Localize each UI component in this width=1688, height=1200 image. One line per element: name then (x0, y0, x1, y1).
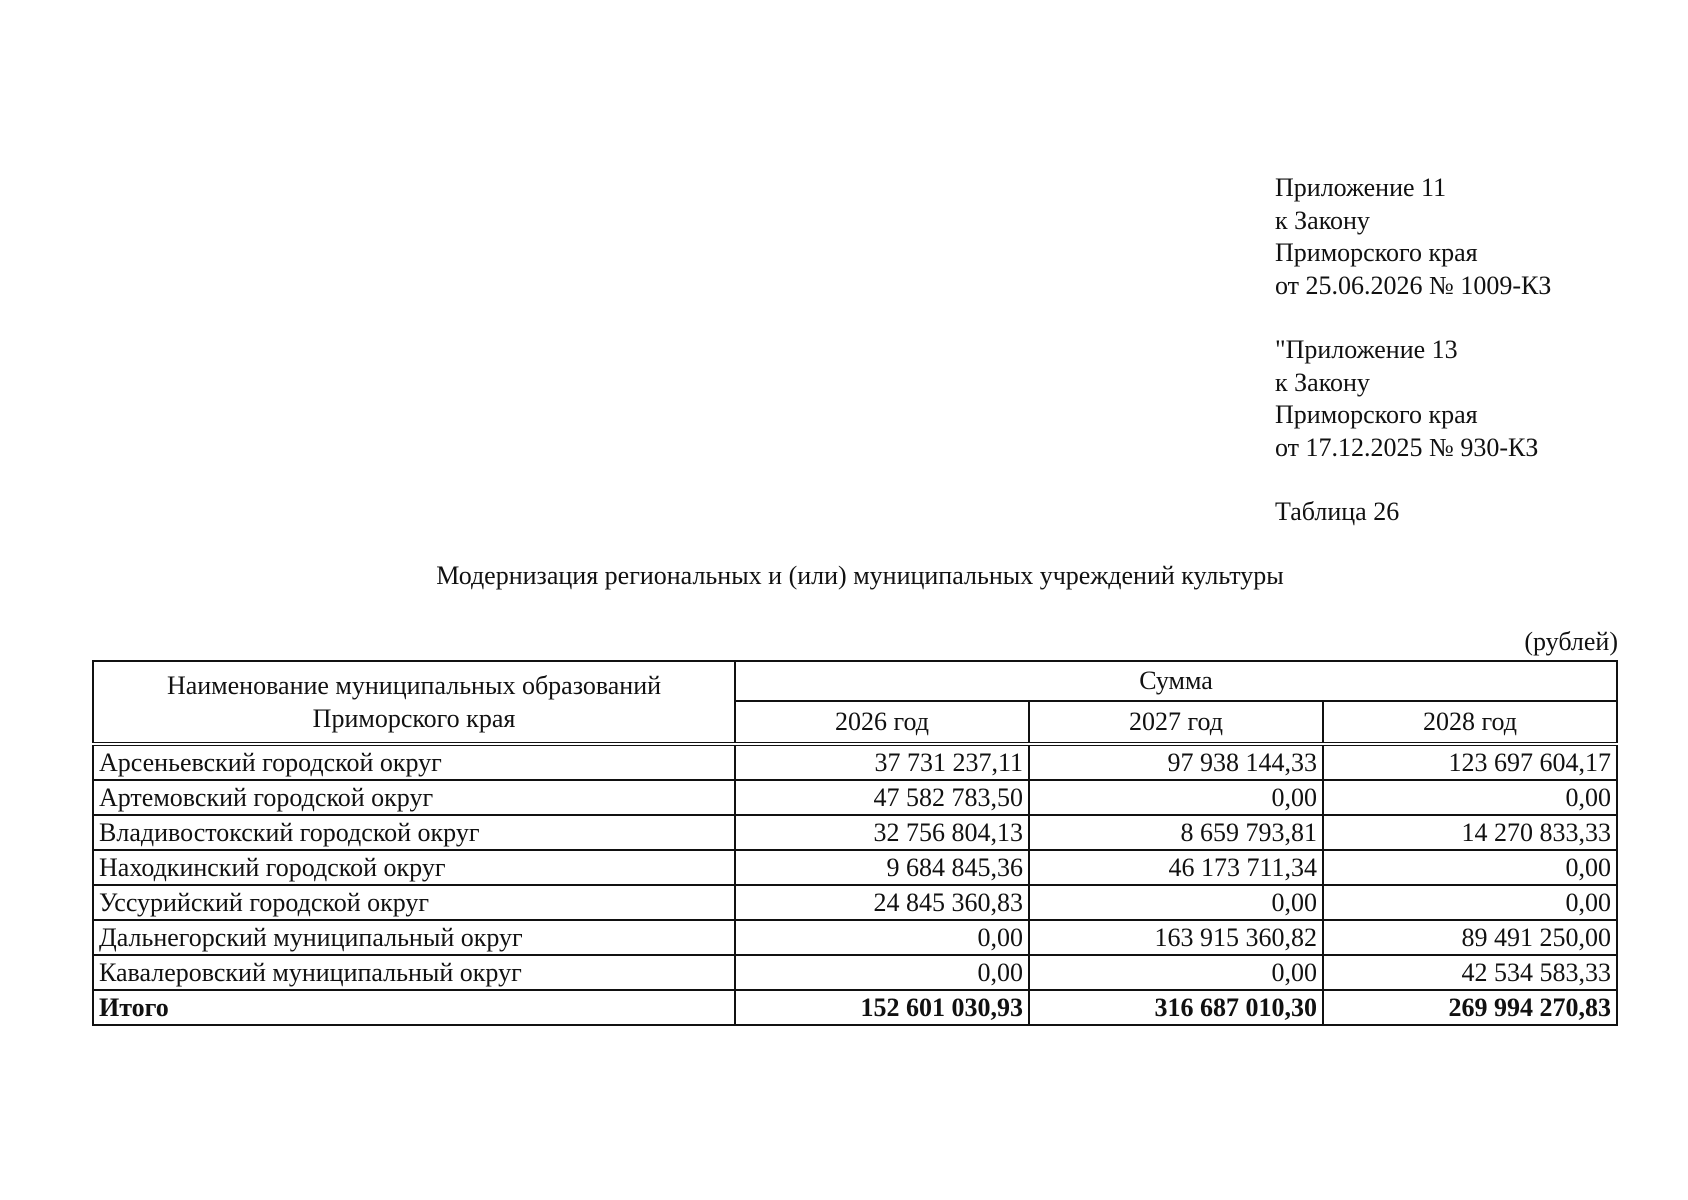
annex-line: "Приложение 13 (1275, 335, 1458, 364)
table-number-label: Таблица 26 (1275, 497, 1400, 526)
header-year-2027: 2027 год (1029, 701, 1323, 744)
annex-line: Приложение 11 (1275, 173, 1447, 202)
amount-2027: 97 938 144,33 (1029, 744, 1323, 780)
amount-2028: 14 270 833,33 (1323, 815, 1617, 850)
annex-line: к Закону (1275, 367, 1370, 397)
table-row (93, 815, 1617, 850)
annex-line: от 25.06.2026 № 1009-КЗ (1275, 270, 1552, 300)
municipality-name: Дальнегорский муниципальный округ (93, 920, 735, 955)
table-row (93, 885, 1617, 920)
annex-header-amended (1275, 334, 1538, 464)
header-year-2028: 2028 год (1323, 701, 1617, 744)
funding-table (92, 660, 1618, 1026)
header-municipality-name (93, 661, 735, 744)
amount-2026: 0,00 (735, 920, 1029, 955)
table-total-row (93, 990, 1617, 1025)
amount-2028: 89 491 250,00 (1323, 920, 1617, 955)
amount-2028: 0,00 (1323, 885, 1617, 920)
amount-2026: 0,00 (735, 955, 1029, 990)
municipality-name: Кавалеровский муниципальный округ (93, 955, 735, 990)
table-row (93, 744, 1617, 780)
units-label: (рублей) (1524, 627, 1618, 656)
table-row (93, 955, 1617, 990)
header-name-line: Наименование муниципальных образований (166, 671, 662, 700)
amount-2026: 9 684 845,36 (735, 850, 1029, 885)
table-row (93, 850, 1617, 885)
amount-2026: 37 731 237,11 (735, 744, 1029, 780)
municipality-name: Арсеньевский городской округ (93, 744, 735, 780)
amount-2027: 0,00 (1029, 885, 1323, 920)
table-header-row (93, 661, 1617, 701)
municipality-name: Находкинский городской округ (93, 850, 735, 885)
header-year-2026: 2026 год (735, 701, 1029, 744)
amount-2026: 47 582 783,50 (735, 780, 1029, 815)
amount-2028: 123 697 604,17 (1323, 744, 1617, 780)
amount-2028: 0,00 (1323, 780, 1617, 815)
annex-line: от 17.12.2025 № 930-КЗ (1275, 432, 1539, 462)
amount-2027: 0,00 (1029, 955, 1323, 990)
header-sum: Сумма (735, 661, 1617, 701)
total-label: Итого (93, 990, 735, 1025)
header-name-line: Приморского края (312, 704, 516, 733)
annex-header-current (1275, 172, 1551, 302)
annex-line: Приморского края (1275, 238, 1478, 267)
annex-line: Приморского края (1275, 400, 1478, 429)
annex-line: к Закону (1275, 205, 1370, 235)
amount-2027: 8 659 793,81 (1029, 815, 1323, 850)
table-row (93, 780, 1617, 815)
amount-2028: 0,00 (1323, 850, 1617, 885)
amount-2027: 0,00 (1029, 780, 1323, 815)
amount-2028: 42 534 583,33 (1323, 955, 1617, 990)
amount-2027: 163 915 360,82 (1029, 920, 1323, 955)
amount-2026: 32 756 804,13 (735, 815, 1029, 850)
amount-2026: 24 845 360,83 (735, 885, 1029, 920)
municipality-name: Уссурийский городской округ (93, 885, 735, 920)
municipality-name: Артемовский городской округ (93, 780, 735, 815)
table-row (93, 920, 1617, 955)
document-title: Модернизация региональных и (или) муниципальных учреждений культуры (436, 561, 1284, 590)
amount-2027: 46 173 711,34 (1029, 850, 1323, 885)
total-2028: 269 994 270,83 (1323, 990, 1617, 1025)
total-2027: 316 687 010,30 (1029, 990, 1323, 1025)
municipality-name: Владивостокский городской округ (93, 815, 735, 850)
total-2026: 152 601 030,93 (735, 990, 1029, 1025)
